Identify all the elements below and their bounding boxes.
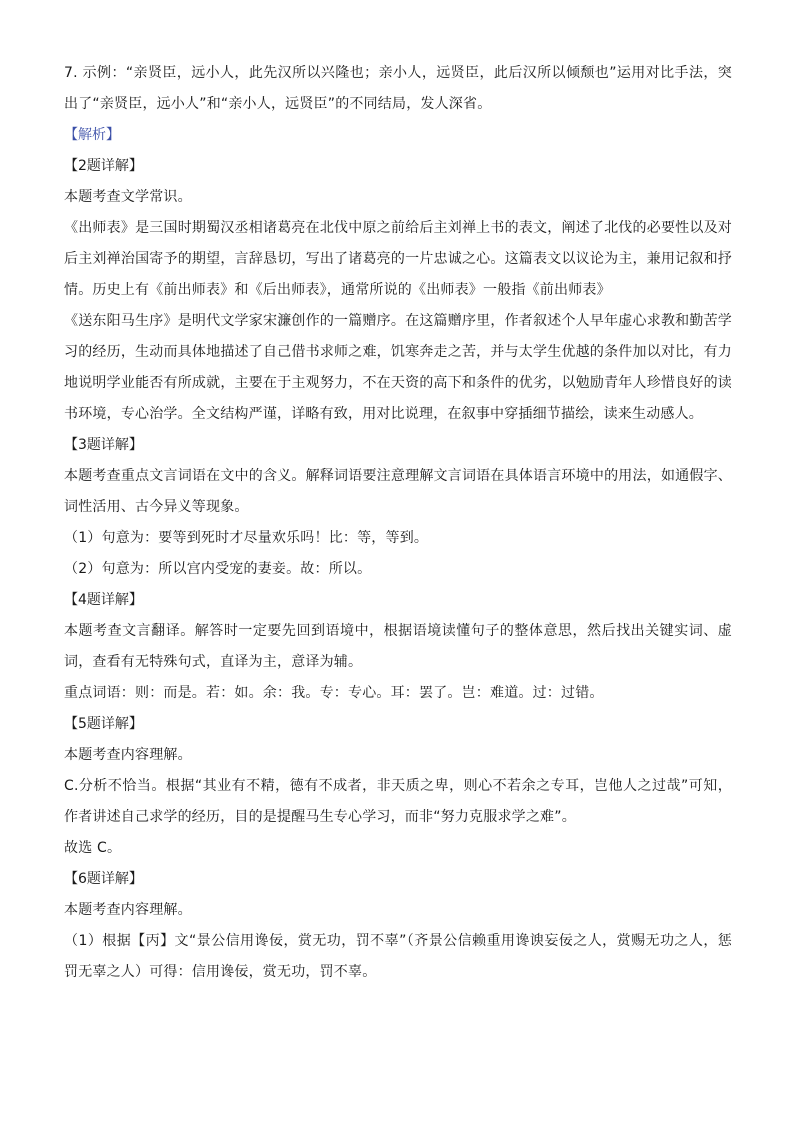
paragraph: 《送东阳马生序》是明代文学家宋濂创作的一篇赠序。在这篇赠序里，作者叙述个人早年虚心求教和勤苦学习的经历，生动而具体地描述了自己借书求师之难，饥寒奔走之苦，并与太学生优越的条件加以对比，有力地说明学业能否有所成就，主要在于主观努力，不在天资的高下和条件的优劣，以勉励青年人珍惜良好的读书环境，专心治学。全文结构严谨，详略有致，用对比说理，在叙事中穿插细节描绘，读来生动感人。 [64, 313, 732, 422]
section-heading: 【5题详解】 [64, 716, 143, 732]
paragraph: （1）根据【丙】文“景公信用谗佞，赏无功，罚不辜”（齐景公信赖重用谗谀妄佞之人，赏赐无功之人，惩罚无辜之人）可得：信用谗佞，赏无功，罚不辜。 [64, 933, 732, 980]
answer-paragraph: 7. 示例：“亲贤臣，远小人，此先汉所以兴隆也；亲小人，远贤臣，此后汉所以倾颓也”运用对比手法，突出了“亲贤臣，远小人”和“亲小人，远贤臣”的不同结局，发人深省。 [64, 65, 732, 112]
paragraph: 重点词语：则：而是。若：如。余：我。专：专心。耳：罢了。岂：难道。过：过错。 [64, 685, 604, 701]
paragraph: （1）句意为：要等到死时才尽量欢乐吗！比：等，等到。 [64, 530, 429, 546]
paragraph: 故选 C。 [64, 840, 122, 856]
section-heading: 【2题详解】 [64, 158, 143, 174]
paragraph: C.分析不恰当。根据“其业有不精，德有不成者，非天质之卑，则心不若余之专耳，岂他人之过哉”可知，作者讲述自己求学的经历，目的是提醒马生专心学习，而非“努力克服求学之难”。 [64, 778, 732, 825]
section-heading: 【6题详解】 [64, 871, 143, 887]
paragraph: 《出师表》是三国时期蜀汉丞相诸葛亮在北伐中原之前给后主刘禅上书的表文，阐述了北伐的必要性以及对后主刘禅治国寄予的期望，言辞恳切，写出了诸葛亮的一片忠诚之心。这篇表文以议论为主，兼用记叙和抒情。历史上有《前出师表》和《后出师表》，通常所说的《出师表》一般指《前出师表》 [64, 220, 732, 298]
section-heading: 【4题详解】 [64, 592, 143, 608]
paragraph: 本题考查文学常识。 [64, 189, 192, 205]
paragraph: （2）句意为：所以宫内受宠的妻妾。故：所以。 [64, 561, 372, 577]
section-heading: 【3题详解】 [64, 437, 143, 453]
paragraph: 本题考查重点文言词语在文中的含义。解释词语要注意理解文言词语在具体语言环境中的用法，如通假字、词性活用、古今异义等现象。 [64, 468, 732, 515]
document-content [64, 58, 732, 988]
paragraph: 本题考查内容理解。 [64, 747, 192, 763]
analysis-label: 【解析】 [64, 127, 120, 143]
paragraph: 本题考查文言翻译。解答时一定要先回到语境中，根据语境读懂句子的整体意思，然后找出关键实词、虚词，查看有无特殊句式，直译为主，意译为辅。 [64, 623, 732, 670]
paragraph: 本题考查内容理解。 [64, 902, 192, 918]
